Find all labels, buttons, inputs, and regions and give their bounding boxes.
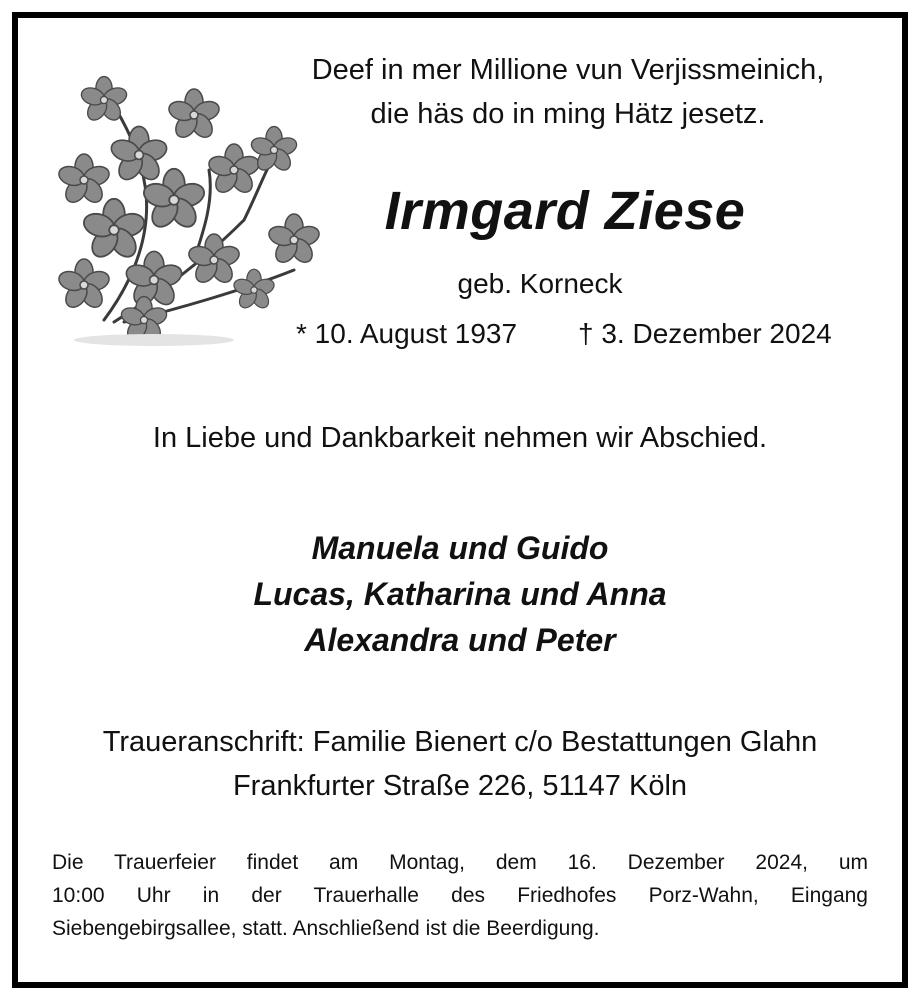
birth-date: * 10. August 1937 xyxy=(296,318,518,349)
deceased-name: Irmgard Ziese xyxy=(384,181,746,241)
family-member-line: Manuela und Guido xyxy=(311,530,609,566)
service-line-1: Die Trauerfeier findet am Montag, dem 16. Dezember 2024, um xyxy=(52,851,868,874)
address-line-2: Frankfurter Straße 226, 51147 Köln xyxy=(232,770,688,802)
family-list xyxy=(0,525,920,663)
address-line-1: Traueranschrift: Familie Bienert c/o Bestattungen Glahn xyxy=(102,726,818,758)
mourning-address xyxy=(0,720,920,808)
service-line-2: 10:00 Uhr in der Trauerhalle des Friedhofes Porz-Wahn, Eingang xyxy=(52,884,868,907)
quote-line-2: die häs do in ming Hätz jesetz. xyxy=(370,98,766,130)
quote-verse xyxy=(258,48,878,136)
death-date: † 3. Dezember 2024 xyxy=(578,318,832,349)
service-line-3: Siebengebirgsallee, statt. Anschließend ist die Beerdigung. xyxy=(52,917,600,940)
family-member-line: Lucas, Katharina und Anna xyxy=(253,576,667,612)
farewell-text: In Liebe und Dankbarkeit nehmen wir Abschied. xyxy=(152,422,768,454)
funeral-service-info xyxy=(52,846,868,945)
birth-name: geb. Korneck xyxy=(457,268,623,299)
family-member-line: Alexandra und Peter xyxy=(304,622,616,658)
quote-line-1: Deef in mer Millione vun Verjissmeinich, xyxy=(311,54,825,86)
